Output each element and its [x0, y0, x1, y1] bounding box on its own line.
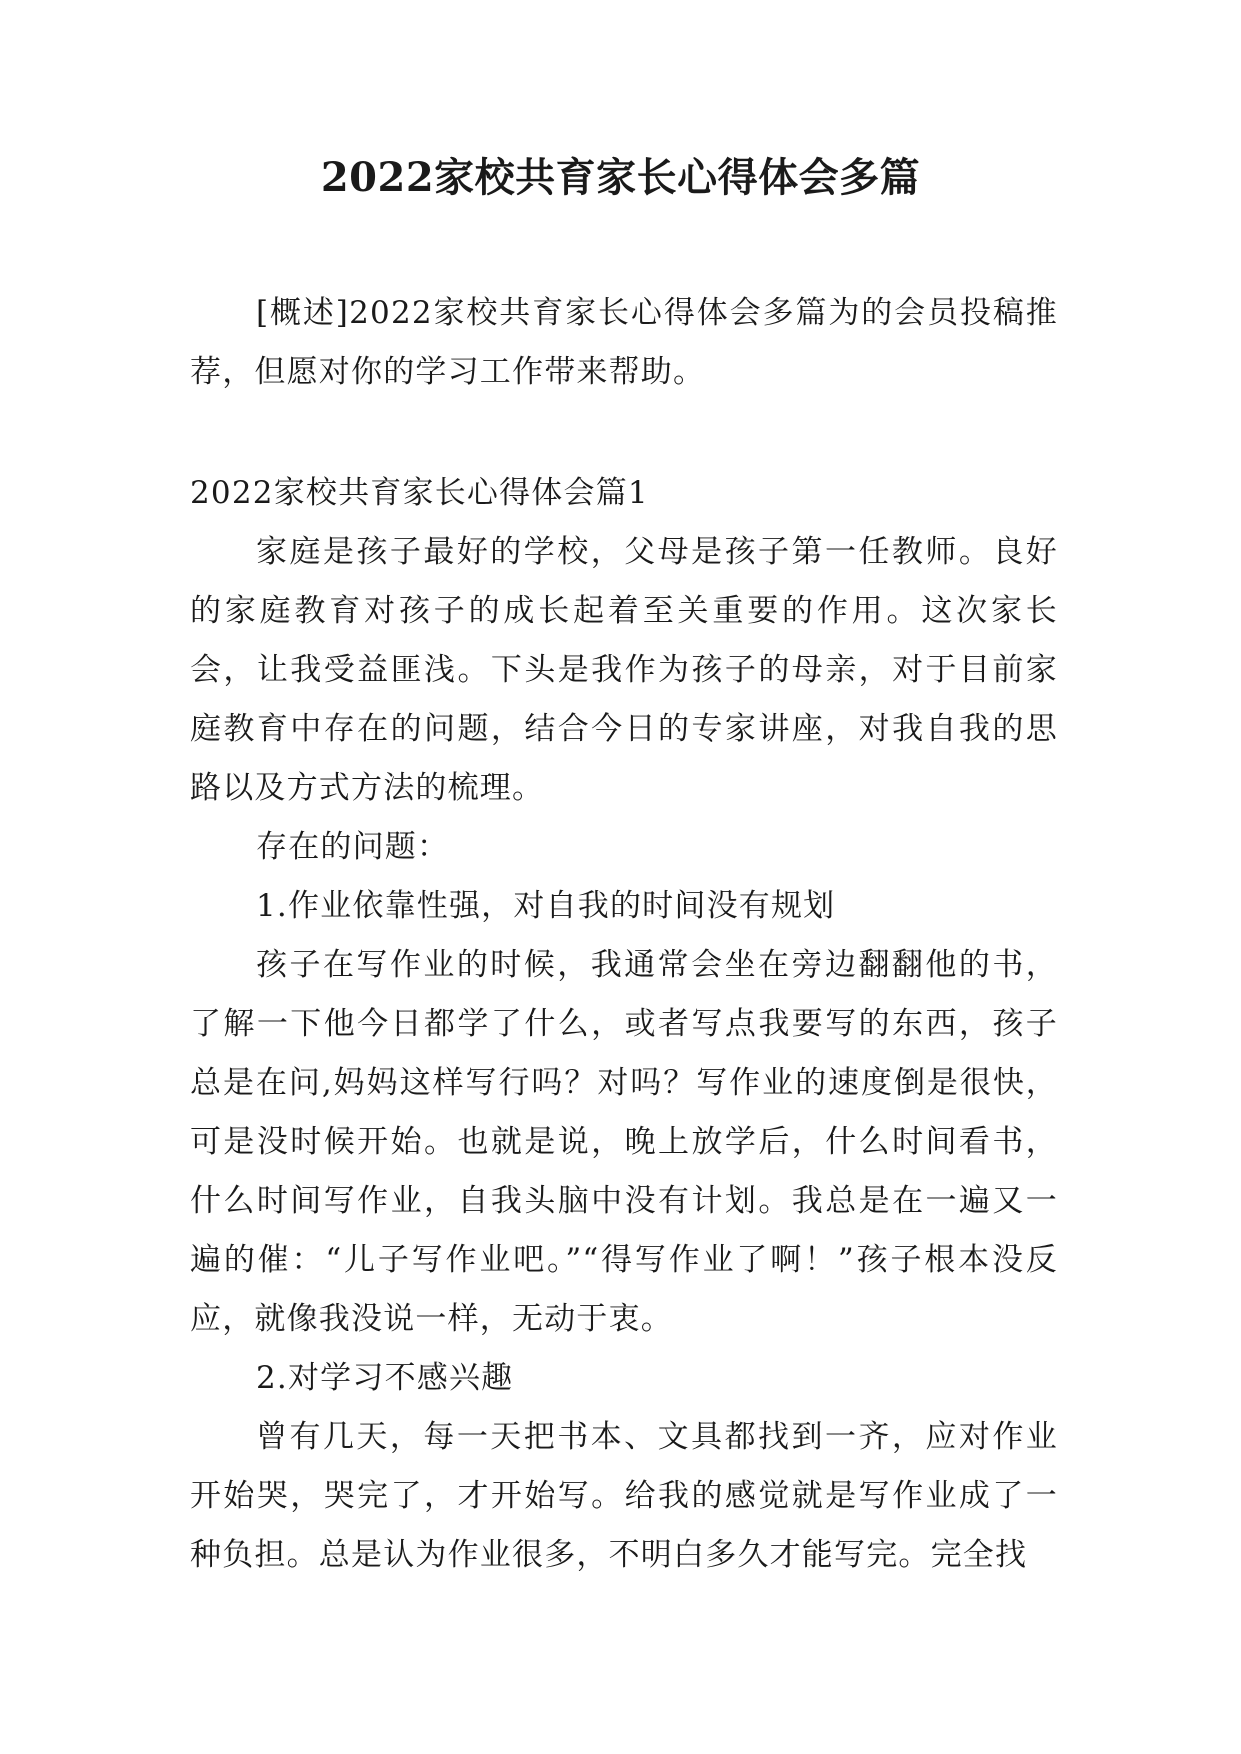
- body-paragraph-4: 孩子在写作业的时候，我通常会坐在旁边翻翻他的书，了解一下他今日都学了什么，或者写点我要写的东西，孩子总是在问,妈妈这样写行吗？对吗？写作业的速度倒是很快，可是没时候开始。也就是说，晚上放学后，什么时间看书，什么时间写作业，自我头脑中没有计划。我总是在一遍又一遍的催：“儿子写作业吧。”“得写作业了啊！”孩子根本没反应，就像我没说一样，无动于衷。: [190, 947, 1058, 1337]
- body-paragraph-6: 曾有几天，每一天把书本、文具都找到一齐，应对作业开始哭，哭完了，才开始写。给我的感觉就是写作业成了一种负担。总是认为作业很多，不明白多久才能写完。完全找: [190, 1419, 1058, 1573]
- section-heading: 2022家校共育家长心得体会篇1: [190, 475, 649, 511]
- body-paragraph-3: 1.作业依靠性强，对自我的时间没有规划: [256, 888, 836, 924]
- body-paragraph-5: 2.对学习不感兴趣: [256, 1360, 514, 1396]
- paragraph-gap: [190, 402, 1058, 464]
- document-body: [190, 284, 1058, 1585]
- body-paragraph-1: 家庭是孩子最好的学校，父母是孩子第一任教师。良好的家庭教育对孩子的成长起着至关重要的作用。这次家长会，让我受益匪浅。下头是我作为孩子的母亲，对于目前家庭教育中存在的问题，结合今日的专家讲座，对我自我的思路以及方式方法的梳理。: [190, 534, 1058, 806]
- body-paragraph-2: 存在的问题：: [256, 829, 450, 865]
- document-title: 2022家校共育家长心得体会多篇: [320, 154, 921, 201]
- summary-paragraph: [概述]2022家校共育家长心得体会多篇为的会员投稿推荐，但愿对你的学习工作带来帮助。: [190, 295, 1058, 390]
